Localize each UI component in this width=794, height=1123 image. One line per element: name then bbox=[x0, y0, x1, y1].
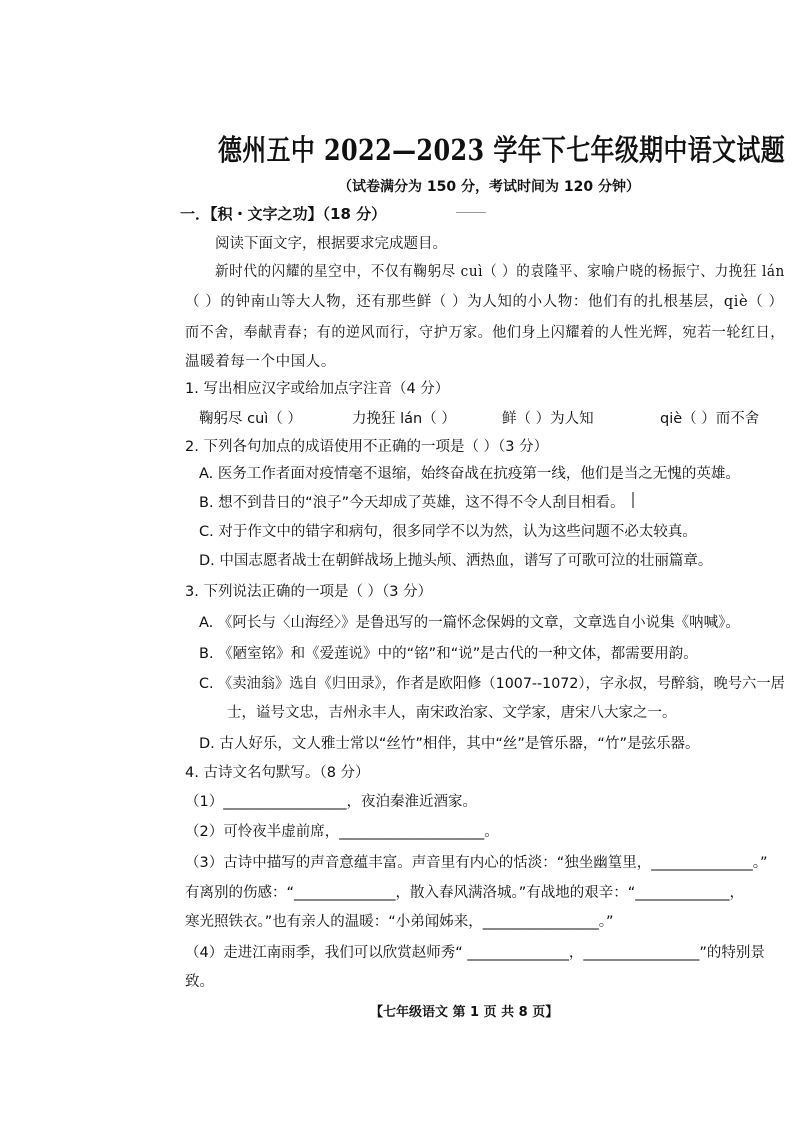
q4-line: 致。 bbox=[185, 974, 214, 990]
q4-line: （4）走进江南雨季，我们可以欣赏赵师秀“ ______________，________________”的特别景 bbox=[185, 945, 765, 961]
q2-option-a: A. 医务工作者面对疫情毫不退缩，始终奋战在抗疫第一线，他们是当之无愧的英雄。 bbox=[199, 466, 740, 482]
question-1-stem: 1. 写出相应汉字或给加点字注音（4 分） bbox=[185, 381, 450, 397]
q1-item: 力挽狂 lán（ ） bbox=[352, 411, 456, 427]
scan-smudge bbox=[632, 492, 634, 508]
q2-option-c: C. 对于作文中的错字和病句，很多同学不以为然，认为这些问题不必太较真。 bbox=[199, 524, 697, 540]
question-2-stem: 2. 下列各句加点的成语使用不正确的一项是（ ）（3 分） bbox=[185, 439, 549, 455]
exam-title: 德州五中 2022—2023 学年下七年级期中语文试题 bbox=[218, 133, 786, 167]
passage-line: 而不舍，奉献青春；有的逆风而行，守护万家。他们身上闪耀着的人性光辉，宛若一轮红日， bbox=[185, 325, 785, 341]
scan-smudge bbox=[456, 212, 486, 213]
page-footer: 【七年级语文 第 1 页 共 8 页】 bbox=[370, 1005, 559, 1020]
question-3-stem: 3. 下列说法正确的一项是（ ）（3 分） bbox=[185, 584, 433, 600]
q2-option-d: D. 中国志愿者战士在朝鲜战场上抛头颅、洒热血，谱写了可歌可泣的壮丽篇章。 bbox=[199, 553, 713, 569]
q3-option-b: B. 《陋室铭》和《爱莲说》中的“铭”和“说”是古代的一种文体，都需要用韵。 bbox=[199, 646, 698, 662]
q3-option-a: A. 《阿长与〈山海经〉》是鲁迅写的一篇怀念保姆的文章，文章选自小说集《呐喊》。 bbox=[199, 615, 740, 631]
q1-item: 鲜（ ）为人知 bbox=[502, 411, 594, 427]
q4-line: 寒光照铁衣。”也有亲人的温暖：“小弟闻姊来，________________。” bbox=[185, 914, 614, 930]
q4-line: 有离别的伤感：“______________，散入春风满洛城。”有战地的艰辛：“_____________， bbox=[185, 885, 745, 901]
q1-item: 鞠躬尽 cuì（ ） bbox=[199, 411, 302, 427]
q4-line: （2）可怜夜半虚前席，____________________。 bbox=[185, 824, 499, 840]
q3-option-d: D. 古人好乐，文人雅士常以“丝竹”相伴，其中“丝”是管乐器，“竹”是弦乐器。 bbox=[199, 736, 700, 752]
question-4-stem: 4. 古诗文名句默写。（8 分） bbox=[185, 765, 370, 781]
passage-line: 新时代的闪耀的星空中，不仅有鞠躬尽 cuì（ ）的袁隆平、家喻户晓的杨振宁、力挽狂 lán bbox=[215, 264, 785, 280]
q3-option-c-cont: 士，谥号文忠，吉州永丰人，南宋政治家、文学家，唐宋八大家之一。 bbox=[227, 705, 677, 721]
q4-line: （3）古诗中描写的声音意蕴丰富。声音里有内心的恬淡：“独坐幽篁里，______________。” bbox=[185, 855, 768, 871]
q4-line: （1）_________________，夜泊秦淮近酒家。 bbox=[185, 794, 477, 810]
q1-item: qiè（ ）而不舍 bbox=[660, 411, 760, 427]
section-heading: 一．【积・文字之功】（18 分） bbox=[180, 205, 387, 223]
intro-text: 阅读下面文字，根据要求完成题目。 bbox=[215, 236, 447, 252]
q2-option-b: B. 想不到昔日的“浪子”今天却成了英雄，这不得不令人刮目相看。 bbox=[199, 495, 625, 511]
exam-subtitle: （试卷满分为 150 分，考试时间为 120 分钟） bbox=[338, 179, 640, 195]
q3-option-c: C. 《卖油翁》选自《归田录》，作者是欧阳修（1007--1072），字永叔，号醉翁，晚号六一居 bbox=[199, 676, 785, 692]
passage-line: （ ）的钟南山等大人物，还有那些鲜（ ）为人知的小人物：他们有的扎根基层，qiè（ ） bbox=[185, 294, 784, 310]
passage-line: 温暖着每一个中国人。 bbox=[185, 354, 336, 370]
